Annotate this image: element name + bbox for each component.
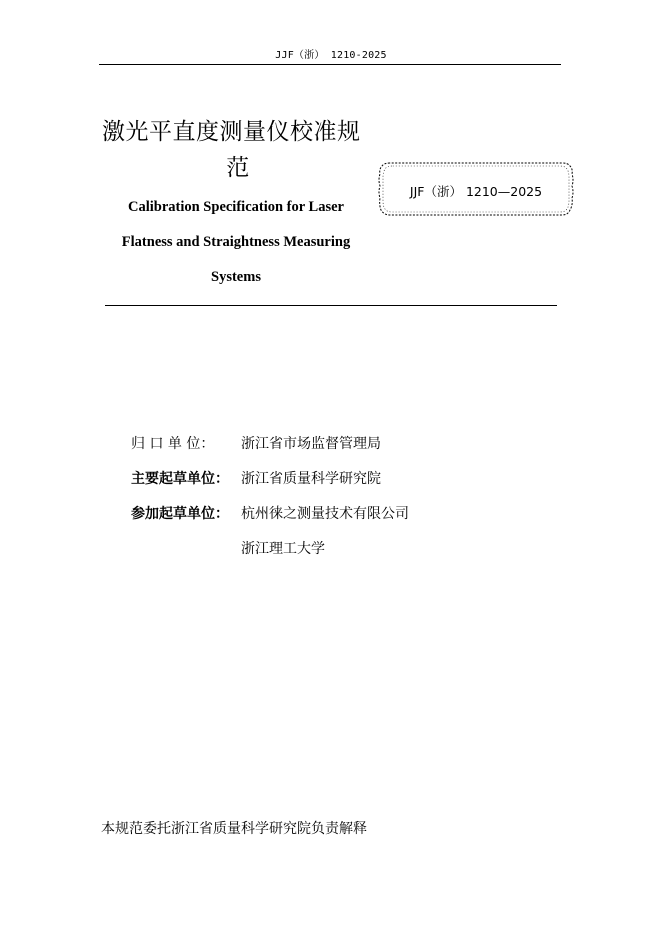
title-chinese — [102, 114, 374, 186]
org-row-responsible — [131, 435, 381, 453]
org-row-participating-2 — [131, 540, 325, 558]
org-value-participating-1: 杭州徕之测量技术有限公司 — [241, 506, 409, 522]
org-label-main-drafter: 主要起草单位： — [131, 471, 229, 487]
title-chinese-line1: 激光平直度测量仪校准规 — [102, 119, 361, 145]
standard-code-text: JJF（浙） 1210—2025 — [409, 184, 543, 199]
title-english-line2: Flatness and Straightness Measuring — [121, 234, 351, 250]
title-english-line3: Systems — [211, 269, 261, 285]
org-label-participating: 参加起草单位： — [131, 506, 229, 522]
org-row-main-drafter — [131, 470, 381, 488]
org-label-responsible: 归 口 单 位： — [131, 436, 215, 452]
org-value-responsible: 浙江省市场监督管理局 — [241, 436, 381, 452]
footer-interpretation-note: 本规范委托浙江省质量科学研究院负责解释 — [101, 821, 367, 837]
header-standard-code: JJF（浙） 1210-2025 — [275, 50, 387, 61]
org-value-participating-2: 浙江理工大学 — [241, 541, 325, 557]
title-english-line1: Calibration Specification for Laser — [127, 199, 344, 215]
header-divider — [99, 64, 561, 65]
org-row-participating — [131, 505, 409, 523]
title-divider — [105, 305, 557, 306]
title-chinese-line2: 范 — [226, 155, 250, 181]
title-english — [104, 190, 368, 295]
org-value-main-drafter: 浙江省质量科学研究院 — [241, 471, 381, 487]
